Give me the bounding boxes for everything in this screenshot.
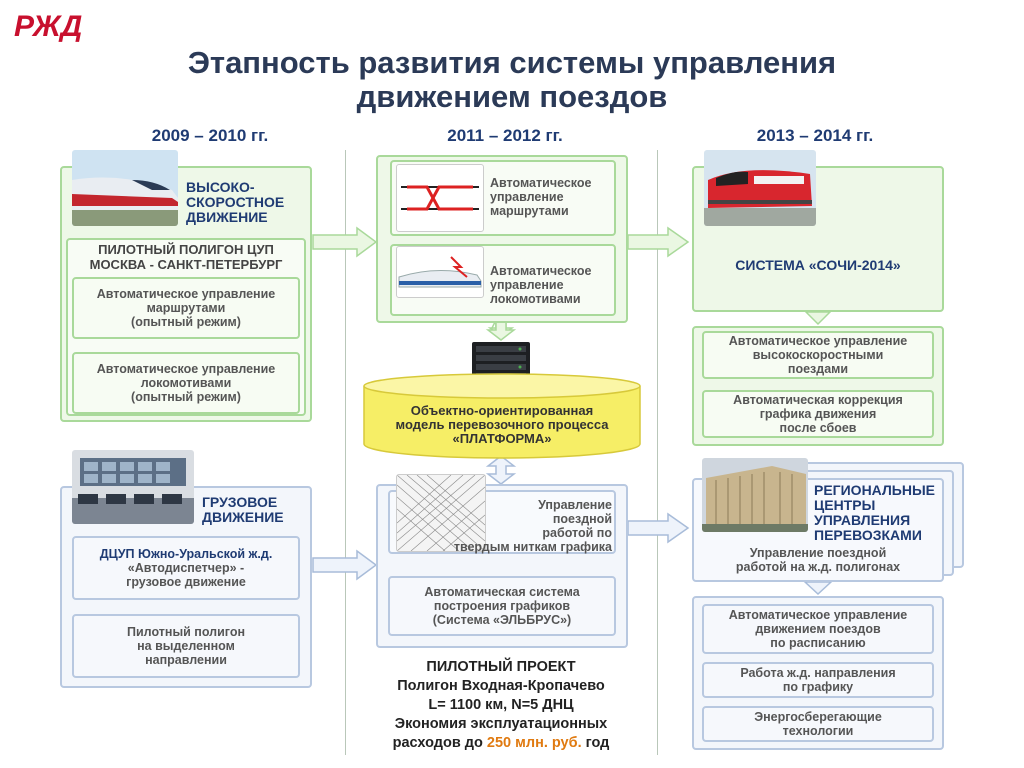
pilot-line5-post: год <box>581 735 610 751</box>
platform-l3: «ПЛАТФОРМА» <box>452 431 552 446</box>
col3-item-schedule-l2: движением поездов <box>755 622 881 636</box>
col2-locos-l2: управление <box>490 278 564 292</box>
hsr-item-routes-l2: маршрутами <box>146 301 226 315</box>
pilot-line3: L= 1100 км, N=5 ДНЦ <box>428 697 574 713</box>
arrow-col2-col3-bottom <box>628 514 688 542</box>
pilot-title: ПИЛОТНЫЙ ПРОЕКТ <box>426 659 576 675</box>
pilot-line5-pre: расходов до <box>392 735 487 751</box>
col3-item-energy-l2: технологии <box>782 724 854 738</box>
freight-title-2: ДВИЖЕНИЕ <box>202 509 284 525</box>
lastochka-train-image <box>704 150 816 226</box>
arrow-down-sochi <box>806 312 830 324</box>
regional-title-4: ПЕРЕВОЗКАМИ <box>814 527 922 543</box>
pilot-line4: Экономия эксплуатационных <box>394 716 608 732</box>
freight-item-pilot-l2: на выделенном <box>137 639 235 653</box>
hsr-title-2: СКОРОСТНОЕ <box>186 194 285 210</box>
freight-item-dcup-l2: «Автодиспетчер» - <box>127 561 245 575</box>
regional-title-2: ЦЕНТРЫ <box>814 497 876 513</box>
col2-graph-l4: твердым ниткам графика <box>453 540 612 554</box>
sochi-item-correction <box>702 390 934 438</box>
hsr-pilot-line2: МОСКВА - САНКТ-ПЕТЕРБУРГ <box>89 257 283 272</box>
pilot-savings: 250 млн. руб. <box>486 735 582 751</box>
hsr-item-routes <box>72 277 300 339</box>
control-room-image <box>72 450 194 524</box>
sochi-item-hsr <box>702 331 934 379</box>
col3-item-energy <box>702 706 934 742</box>
freight-title-1: ГРУЗОВОЕ <box>202 494 278 510</box>
hsr-item-locos-l2: локомотивами <box>140 376 232 390</box>
pilot-project <box>356 658 646 753</box>
year-3: 2013 – 2014 гг. <box>756 126 874 145</box>
sochi-item-correction-l3: после сбоев <box>779 421 857 435</box>
page-title-line2: движением поездов <box>356 79 668 114</box>
col2-elbrus-l3: (Система «ЭЛЬБРУС») <box>432 613 572 627</box>
freight-item-dcup <box>72 536 300 600</box>
col3-item-schedule <box>702 604 934 654</box>
freight-item-pilot-l3: направлении <box>145 653 227 667</box>
regional-title-1: РЕГИОНАЛЬНЫЕ <box>814 482 935 498</box>
freight-item-dcup-l1: ДЦУП Южно-Уральской ж.д. <box>99 547 273 561</box>
hsr-pilot-line1: ПИЛОТНЫЙ ПОЛИГОН ЦУП <box>98 242 274 257</box>
hsr-item-routes-l3: (опытный режим) <box>131 315 241 329</box>
freight-item-pilot <box>72 614 300 678</box>
routes-icon <box>396 164 484 232</box>
pilot-line2: Полигон Входная-Кропачево <box>397 678 605 694</box>
sochi-item-correction-l1: Автоматическая коррекция <box>733 393 903 407</box>
hsr-title-3: ДВИЖЕНИЕ <box>186 209 268 225</box>
col3-item-schedule-l1: Автоматическое управление <box>728 608 908 622</box>
sapsan-train-image <box>72 150 178 226</box>
hsr-item-locos-l3: (опытный режим) <box>131 390 241 404</box>
col3-item-graph-l2: по графику <box>782 680 854 694</box>
col3-item-schedule-l3: по расписанию <box>770 636 866 650</box>
regional-building-image <box>702 458 808 532</box>
page-title: Этапность развития системы управления <box>187 45 837 80</box>
regional-sub-2: работой на ж.д. полигонах <box>735 560 901 574</box>
sochi-item-correction-l2: графика движения <box>759 407 877 421</box>
sochi-title: СИСТЕМА «СОЧИ-2014» <box>735 257 901 273</box>
arrow-down-regional <box>805 582 831 594</box>
col3-item-energy-l1: Энергосберегающие <box>754 710 882 724</box>
col2-locos-l3: локомотивами <box>490 292 581 306</box>
arrow-col1-col2-top <box>313 228 376 256</box>
pilot-line5 <box>356 734 646 753</box>
col2-routes-l2: управление <box>490 190 564 204</box>
arrow-col2-col3-top <box>628 228 688 256</box>
col2-routes-l1: Автоматическое <box>490 176 592 190</box>
locomotive-icon <box>396 246 484 298</box>
regional-sub-1: Управление поездной <box>749 546 887 560</box>
hsr-item-locos <box>72 352 300 414</box>
year-1: 2009 – 2010 гг. <box>151 126 269 145</box>
hsr-title-1: ВЫСОКО- <box>186 179 255 195</box>
col2-graph-l2: поездной <box>552 512 612 526</box>
regional-title-3: УПРАВЛЕНИЯ <box>814 512 911 528</box>
col2-graph-l1: Управление <box>538 498 612 512</box>
year-2: 2011 – 2012 гг. <box>447 126 563 145</box>
col2-elbrus-l1: Автоматическая система <box>424 585 580 599</box>
col3-item-graph-l1: Работа ж.д. направления <box>740 666 896 680</box>
sochi-item-hsr-l3: поездами <box>787 362 849 376</box>
sochi-item-hsr-l2: высокоскоростными <box>752 348 884 362</box>
col2-routes-l3: маршрутами <box>490 204 569 218</box>
platform-l1: Объектно-ориентированная <box>410 403 594 418</box>
hsr-item-routes-l1: Автоматическое управление <box>96 287 276 301</box>
freight-item-dcup-l3: грузовое движение <box>126 575 246 589</box>
col2-elbrus-l2: построения графиков <box>433 599 571 613</box>
col2-graph-l3: работой по <box>542 526 612 540</box>
freight-item-pilot-l1: Пилотный полигон <box>127 625 245 639</box>
col2-elbrus-box <box>388 576 616 636</box>
col2-locos-l1: Автоматическое <box>490 264 592 278</box>
arrow-col1-col2-bottom <box>313 551 376 579</box>
svg-text:РЖД: РЖД <box>14 10 83 42</box>
col3-item-graph <box>702 662 934 698</box>
sochi-item-hsr-l1: Автоматическое управление <box>728 334 908 348</box>
platform-l2: модель перевозочного процесса <box>395 417 609 432</box>
hsr-item-locos-l1: Автоматическое управление <box>96 362 276 376</box>
